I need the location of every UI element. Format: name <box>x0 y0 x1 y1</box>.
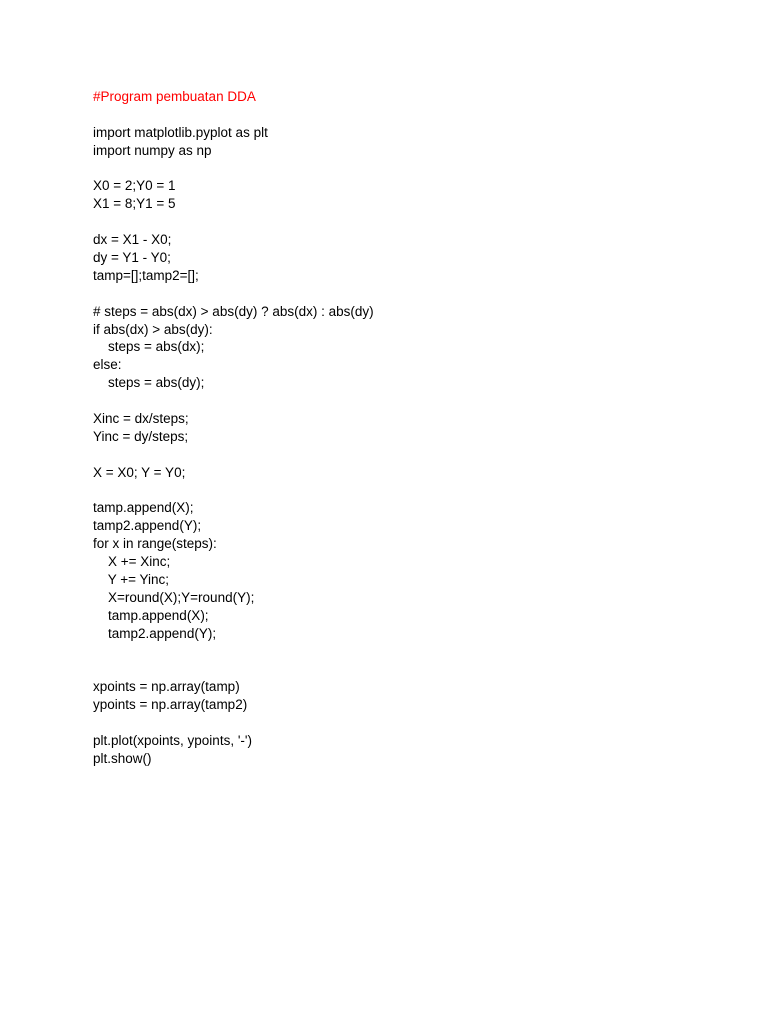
code-line: plt.show() <box>93 750 152 766</box>
code-line: if abs(dx) > abs(dy): <box>93 321 213 337</box>
code-line: Y += Yinc; <box>93 572 170 588</box>
code-line: tamp2.append(Y); <box>93 518 202 534</box>
blank-line <box>93 285 733 303</box>
blank-line <box>93 213 733 231</box>
blank-line <box>93 392 733 410</box>
code-line: steps = abs(dx); <box>93 339 205 355</box>
blank-line <box>93 643 733 661</box>
blank-line <box>93 160 733 178</box>
code-line: tamp2.append(Y); <box>93 625 217 641</box>
code-line: # steps = abs(dx) > abs(dy) ? abs(dx) : abs(dy) <box>93 303 374 319</box>
code-line: dy = Y1 - Y0; <box>93 250 171 266</box>
code-listing <box>93 88 733 768</box>
code-line: import matplotlib.pyplot as plt <box>93 124 268 140</box>
code-line: Xinc = dx/steps; <box>93 411 189 427</box>
code-line: xpoints = np.array(tamp) <box>93 679 240 695</box>
blank-line <box>93 714 733 732</box>
code-line: Yinc = dy/steps; <box>93 428 189 444</box>
code-lines <box>93 106 733 768</box>
code-line: import numpy as np <box>93 142 212 158</box>
blank-line <box>93 482 733 500</box>
code-line: tamp.append(X); <box>93 500 194 516</box>
code-line: else: <box>93 357 122 373</box>
code-line: tamp=[];tamp2=[]; <box>93 267 199 283</box>
program-title: #Program pembuatan DDA <box>93 89 256 104</box>
code-line: ypoints = np.array(tamp2) <box>93 697 248 713</box>
code-line: plt.plot(xpoints, ypoints, '-') <box>93 733 252 749</box>
code-line: steps = abs(dy); <box>93 375 205 391</box>
code-line: X += Xinc; <box>93 554 171 570</box>
blank-line <box>93 661 733 679</box>
blank-line <box>93 446 733 464</box>
code-line: X=round(X);Y=round(Y); <box>93 589 255 605</box>
code-line: for x in range(steps): <box>93 536 217 552</box>
code-line: X = X0; Y = Y0; <box>93 464 186 480</box>
code-line: X0 = 2;Y0 = 1 <box>93 178 176 194</box>
code-line: tamp.append(X); <box>93 607 209 623</box>
code-line: X1 = 8;Y1 = 5 <box>93 196 176 212</box>
code-line: dx = X1 - X0; <box>93 232 172 248</box>
blank-line <box>93 106 733 124</box>
